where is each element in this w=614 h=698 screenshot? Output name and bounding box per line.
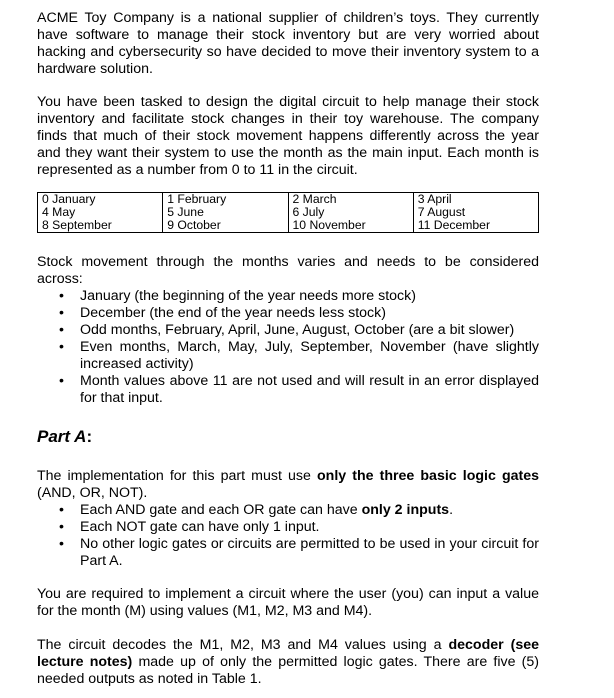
part-a-heading	[37, 428, 92, 445]
requirement-paragraph: You are required to implement a circuit where the user (you) can input a value for the month (M) using values (M1, M2, M3 and M4).	[37, 586, 539, 619]
stock-movement-intro: Stock movement through the months varies and needs to be considered across:	[37, 254, 539, 287]
decoder-text: The circuit decodes the M1, M2, M3 and M4 values using a	[37, 637, 449, 653]
month-entry: 6 July	[292, 205, 325, 219]
rule-text: No other logic gates or circuits are permitted to be used in your circuit for Part A.	[80, 536, 539, 569]
month-entry: 4 May	[42, 205, 76, 219]
month-table-cell	[38, 193, 163, 233]
rule-text: Each AND gate and each OR gate can have	[80, 502, 362, 518]
list-item: • December (the end of the year needs less stock)	[59, 305, 539, 322]
month-entry: 8 September	[42, 218, 112, 232]
list-item: • Odd months, February, April, June, August, October (are a bit slower)	[59, 322, 539, 339]
month-table-cell	[163, 193, 288, 233]
gate-rules-list	[59, 502, 539, 570]
month-entry: 0 January	[42, 192, 96, 206]
list-item	[59, 536, 539, 570]
month-entry: 10 November	[292, 218, 366, 232]
month-entry: 9 October	[167, 218, 221, 232]
month-table	[37, 192, 539, 233]
decoder-paragraph	[37, 637, 539, 688]
implementation-emphasis: only the three basic logic gates	[316, 468, 540, 484]
month-entry: 2 March	[292, 192, 337, 206]
month-entry: 1 February	[167, 192, 227, 206]
list-item: • January (the beginning of the year needs more stock)	[59, 288, 539, 305]
month-table-cell	[288, 193, 413, 233]
implementation-text: The implementation for this part must use	[37, 468, 317, 484]
task-paragraph: You have been tasked to design the digital circuit to help manage their stock inventory and facilitate stock changes in their toy warehouse. The company finds that much of their stock movement happens differently across the year and they want their system to use the month as the main input. Each month is represented as a number from 0 to 11 in the circuit.	[37, 94, 539, 178]
list-item	[59, 502, 539, 519]
month-entry: 7 August	[417, 205, 466, 219]
implementation-paragraph	[37, 468, 539, 502]
rule-emphasis: only 2 inputs	[361, 502, 450, 518]
implementation-text-end: (AND, OR, NOT).	[37, 485, 148, 501]
month-table-cell	[413, 193, 538, 233]
intro-paragraph: ACME Toy Company is a national supplier of children’s toys. They currently have software to manage their stock inventory but are very worried about hacking and cybersecurity so have decided to move their inventory system to a hardware solution.	[37, 10, 539, 77]
list-item: • Month values above 11 are not used and will result in an error displayed for that input.	[59, 373, 539, 407]
list-item: • Even months, March, May, July, September, November (have slightly increased activity)	[59, 339, 539, 373]
month-entry: 3 April	[417, 192, 452, 206]
list-item	[59, 519, 539, 536]
month-table-row	[38, 193, 539, 233]
part-a-heading-colon: :	[86, 427, 93, 446]
part-a-heading-text: Part A	[37, 427, 87, 446]
month-entry: 11 December	[417, 218, 491, 232]
rule-text-end: .	[449, 502, 454, 518]
decoder-text-end: made up of only the permitted logic gates. There are five (5) needed outputs as noted in Table 1.	[37, 654, 539, 687]
rule-text: Each NOT gate can have only 1 input.	[80, 519, 320, 535]
stock-movement-list	[59, 288, 539, 407]
month-entry: 5 June	[167, 205, 204, 219]
decoder-emphasis: decoder (see lecture notes)	[37, 637, 539, 670]
